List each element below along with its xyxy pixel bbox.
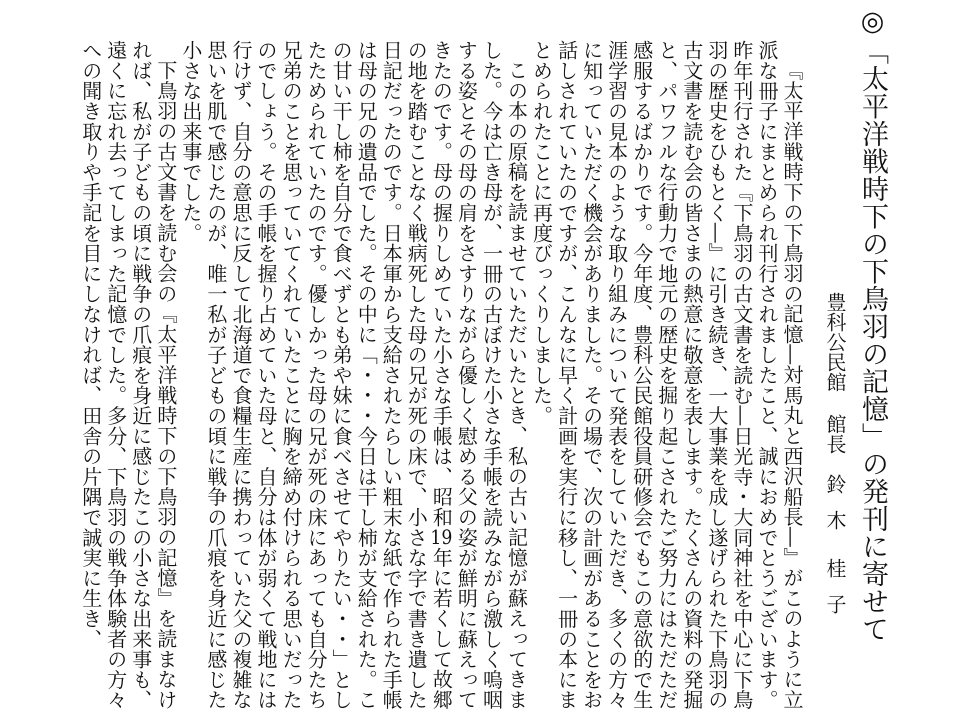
paragraph-2	[178, 40, 529, 720]
author-given-name: 桂	[823, 558, 847, 578]
author-byline	[818, 292, 852, 632]
paragraph-2-text-start: この本の原稿を読ませていただいたとき、私の古い記憶が蘇えってきました。今は亡き母が、一冊の古ぼけた小さな手帳を読みながら激しく嗚咽する姿とその母の肩をさすりながら優しく慰める父の姿が鮮明に蘇えってきたのです。母の握りしめていた小さな手帳は、昭和	[429, 40, 529, 710]
paragraph-2-text-end: 年に若くして故郷の地を踏むことなく戦病死した母の兄が死の床で、小さな字で書き遺した日記だったのです。日本軍から支給されたらしい粗末な紙で作られた手帳は母の兄の遺品でした。その中に「・・・今日は干し柿が支給された。この甘い干し柿を自分で食べずとも弟や妹に食べさせてやりたい・・」としたためられていたのです。優しかった母の兄が死の床にあっても自分たち兄弟のことを思っていてくれていたことに胸を締め付けられる思いだったのでしょう。その手帳を握り占めていた母と、自分は体が弱くて戦地には行けず、自分の意思に反して北海道で食糧生産に携わっていた父の複雑な思いを肌で感じたのが、唯一私が子どもの頃に戦争の爪痕を身近に感じた小さな出来事でした。	[178, 40, 454, 710]
bullseye-mark-icon: ◎	[857, 6, 888, 38]
year-number: 19	[430, 527, 453, 548]
author-surname-2: 木	[823, 510, 847, 530]
author-name-suffix: 子	[823, 594, 847, 614]
title-text: 「太平洋戦時下の下鳥羽の記憶」の発刊に寄せて	[857, 37, 888, 643]
paragraph-3	[78, 40, 178, 720]
author-organization: 豊科公民館	[823, 292, 847, 392]
author-surname-1: 鈴	[823, 474, 847, 494]
paragraph-3-text: 下鳥羽の古文書を読む会の『太平洋戦時下の下鳥羽の記憶』を読まなければ、私が子どもの頃に戦争の爪痕を身近に感じたこの小さな出来事も、遠くに忘れ去ってしまった記憶でした。多分、下鳥羽の戦争体験者の方々への聞き取りや手記を目にしなければ、田舎の片隅で誠実に生き、	[78, 40, 178, 710]
author-role: 館長	[823, 414, 847, 454]
paragraph-1	[528, 40, 804, 720]
article-body	[4, 40, 804, 720]
article-title	[852, 6, 892, 643]
paragraph-1-text: 『太平洋戦時下の下鳥羽の記憶―対馬丸と西沢船長―』がこのように立派な冊子にまとめられ刊行されましたこと、誠におめでとうございます。昨年刊行された『下鳥羽の古文書を読む―日光寺・大同神社を中心に下鳥羽の歴史をひもとく―』に引き続き、一大事業を成し遂げられた下鳥羽の古文書を読む会の皆さまの熱意に敬意を表します。たくさんの資料の発掘と、パワフルな行動力で地元の歴史を掘り起こされたご努力にはただただ感服するばかりです。今年度、豊科公民館役員研修会でもこの意欲的で生涯学習の見本のような取り組みについて発表をしていただき、多くの方々に知っていただく機会がありました。その場で、次の計画があることをお話しされていたのですが、こんなに早く計画を実行に移し、一冊の本にまとめられたことに再度びっくりしました。	[529, 40, 804, 710]
